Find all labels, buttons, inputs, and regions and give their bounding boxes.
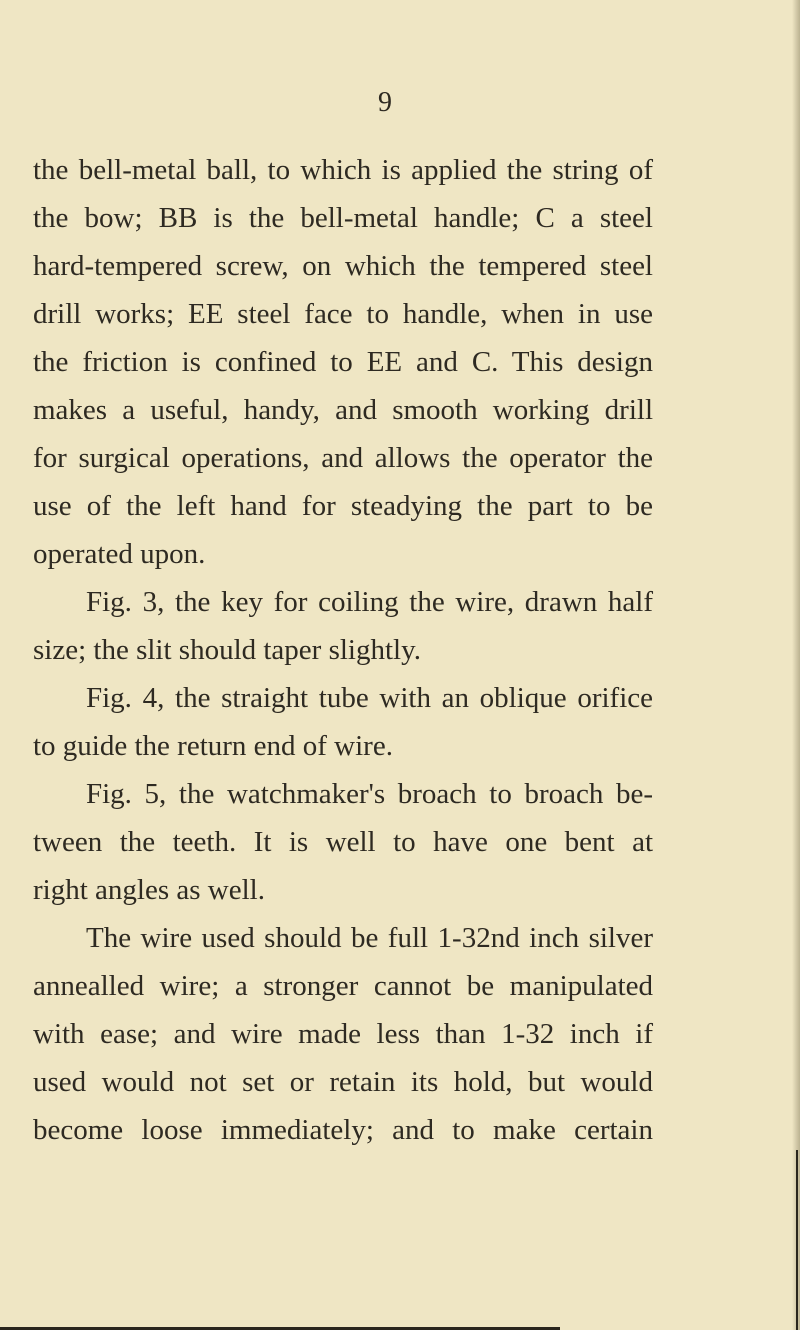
text-line: with ease; and wire made less than 1-32 inch if xyxy=(33,1018,653,1050)
text-line: use of the left hand for steadying the part to be xyxy=(33,490,653,522)
text-line: tween the teeth. It is well to have one bent at xyxy=(33,826,653,858)
text-line: annealled wire; a stronger cannot be manipulated xyxy=(33,970,653,1002)
page-edge-shadow xyxy=(792,0,800,1330)
text-line: used would not set or retain its hold, but would xyxy=(33,1066,653,1098)
text-line: Fig. 4, the straight tube with an oblique orifice xyxy=(86,682,653,714)
text-line: the bow; BB is the bell-metal handle; C a steel xyxy=(33,202,653,234)
text-line: Fig. 3, the key for coiling the wire, drawn half xyxy=(86,586,653,618)
text-line: the friction is confined to EE and C. This design xyxy=(33,346,653,378)
text-line: size; the slit should taper slightly. xyxy=(33,634,421,666)
text-line: for surgical operations, and allows the operator the xyxy=(33,442,653,474)
text-line: operated upon. xyxy=(33,538,206,570)
text-line: The wire used should be full 1-32nd inch silver xyxy=(86,922,653,954)
page-number: 9 xyxy=(378,87,392,118)
text-line: right angles as well. xyxy=(33,874,265,906)
page-edge-rule xyxy=(796,1150,798,1330)
text-line: drill works; EE steel face to handle, when in use xyxy=(33,298,653,330)
text-line: Fig. 5, the watchmaker's broach to broach be- xyxy=(86,778,653,810)
text-line: become loose immediately; and to make certain xyxy=(33,1114,653,1146)
text-line: the bell-metal ball, to which is applied the string of xyxy=(33,154,653,186)
text-line: makes a useful, handy, and smooth working drill xyxy=(33,394,653,426)
text-line: to guide the return end of wire. xyxy=(33,730,393,762)
text-line: hard-tempered screw, on which the tempered steel xyxy=(33,250,653,282)
